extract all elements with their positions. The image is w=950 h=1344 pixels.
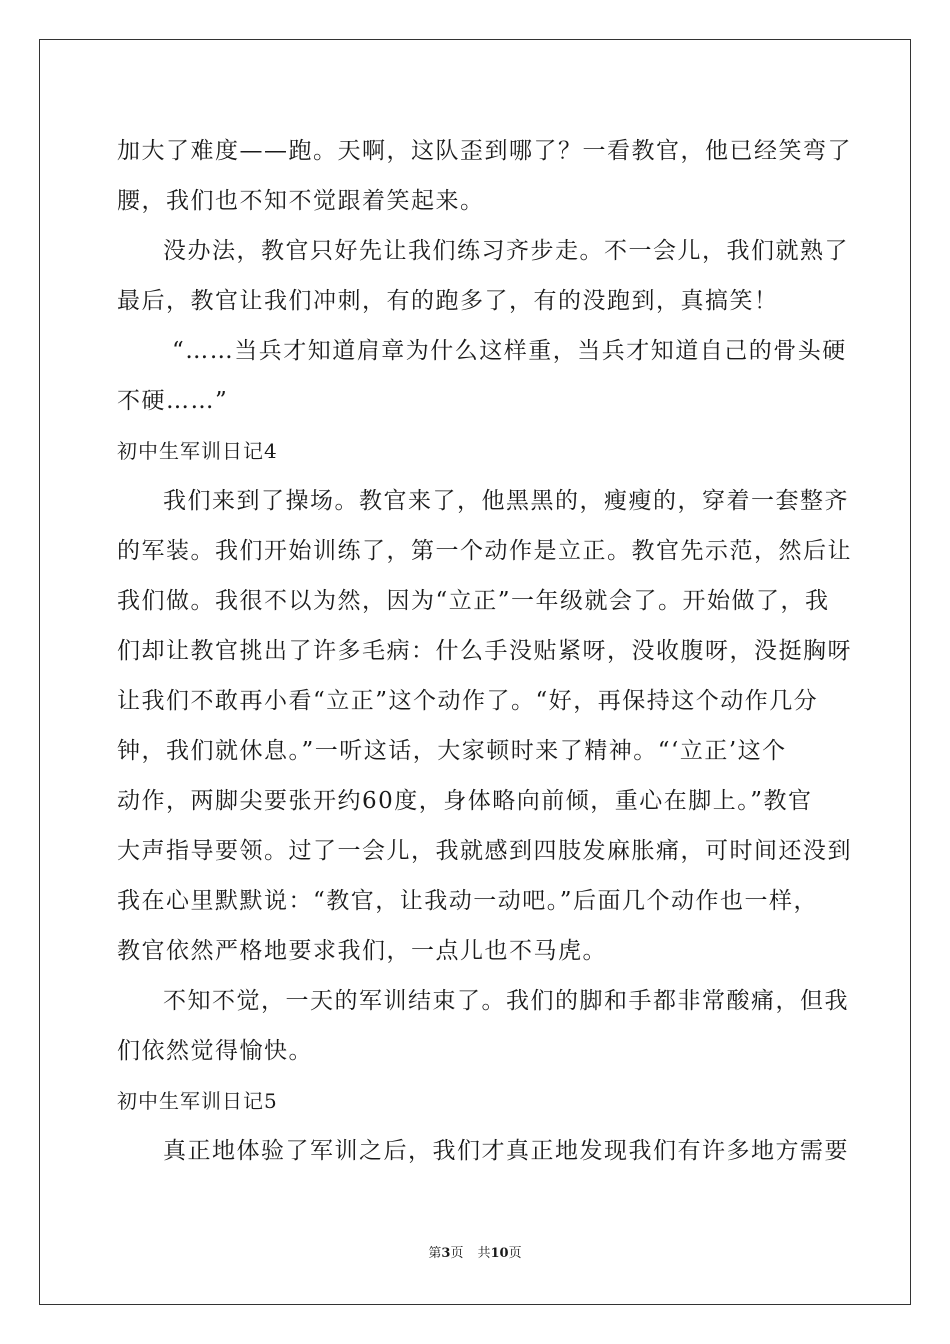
text-line: 教官依然严格地要求我们，一点儿也不马虎。 bbox=[117, 938, 607, 964]
page-total: 10 bbox=[490, 1246, 509, 1261]
text-line: 让我们不敢再小看“立正”这个动作了。“好，再保持这个动作几分 bbox=[117, 688, 819, 714]
text-line: 大声指导要领。过了一会儿，我就感到四肢发麻胀痛，可时间还没到 bbox=[117, 838, 852, 864]
text-line: 不知不觉，一天的军训结束了。我们的脚和手都非常酸痛，但我 bbox=[163, 988, 849, 1014]
total-prefix: 共 bbox=[477, 1246, 491, 1261]
page-current: 3 bbox=[441, 1246, 451, 1261]
text-line: 们依然觉得愉快。 bbox=[117, 1038, 313, 1064]
text-line: 钟，我们就休息。”一听这话，大家顿时来了精神。“‘立正’这个 bbox=[117, 738, 787, 764]
section-heading: 初中生军训日记5 bbox=[117, 1089, 278, 1113]
text-line: 我们来到了操场。教官来了，他黑黑的，瘦瘦的，穿着一套整齐 bbox=[163, 488, 849, 514]
text-line: 腰，我们也不知不觉跟着笑起来。 bbox=[117, 188, 485, 214]
text-line: 真正地体验了军训之后，我们才真正地发现我们有许多地方需要 bbox=[163, 1138, 849, 1164]
text-line: “……当兵才知道肩章为什么这样重，当兵才知道自己的骨头硬 bbox=[172, 338, 847, 364]
page-prefix: 第 bbox=[428, 1246, 442, 1261]
page-unit: 页 bbox=[450, 1246, 464, 1261]
text-line: 我在心里默默说：“教官，让我动一动吧。”后面几个动作也一样， bbox=[117, 888, 819, 914]
section-heading: 初中生军训日记4 bbox=[117, 439, 278, 463]
total-unit: 页 bbox=[508, 1246, 522, 1261]
text-line: 动作，两脚尖要张开约60度，身体略向前倾，重心在脚上。”教官 bbox=[117, 788, 813, 814]
text-line: 加大了难度——跑。天啊，这队歪到哪了？一看教官，他已经笑弯了 bbox=[117, 138, 852, 164]
text-line: 的军装。我们开始训练了，第一个动作是立正。教官先示范，然后让 bbox=[117, 538, 852, 564]
text-line: 没办法，教官只好先让我们练习齐步走。不一会儿，我们就熟了 bbox=[163, 238, 849, 264]
page-footer bbox=[0, 1245, 950, 1263]
text-line: 我们做。我很不以为然，因为“立正”一年级就会了。开始做了，我 bbox=[117, 588, 830, 614]
text-line: 们却让教官挑出了许多毛病：什么手没贴紧呀，没收腹呀，没挺胸呀 bbox=[117, 638, 852, 664]
text-line: 最后，教官让我们冲刺，有的跑多了，有的没跑到，真搞笑！ bbox=[117, 288, 779, 314]
text-line: 不硬……” bbox=[117, 388, 229, 414]
